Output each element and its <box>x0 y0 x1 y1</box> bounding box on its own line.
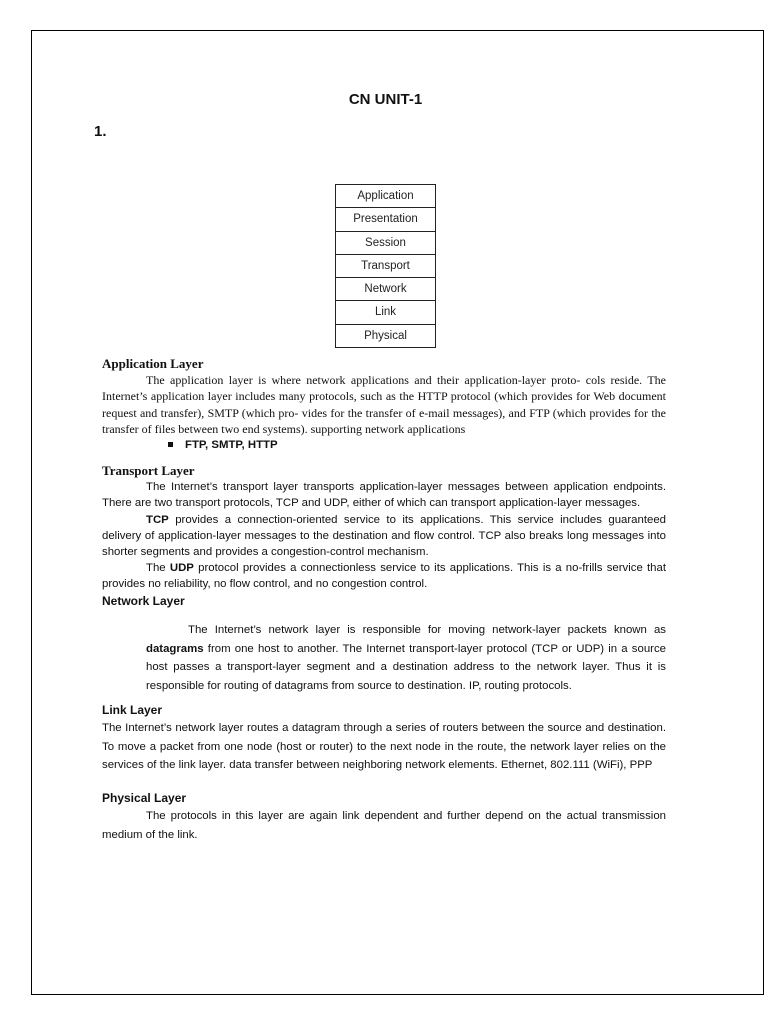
section-application <box>102 356 666 453</box>
section-heading-network: Network Layer <box>102 593 185 608</box>
section-heading: Transport Layer <box>102 463 195 478</box>
bullet-text: FTP, SMTP, HTTP <box>185 439 278 452</box>
question-number: 1. <box>94 123 107 140</box>
section-heading: Physical Layer <box>102 791 187 805</box>
section-paragraph: The Internet’s network layer routes a datagram through a series of routers between the source and destination. To move a packet from one node (host or router) to the next node in the route, the network layer relies on the services of the link layer. data transfer between neighboring network elements. Ethernet, 802.111 (WiFi), PPP <box>102 722 666 772</box>
bold-term: TCP <box>146 513 169 526</box>
osi-layer-stack <box>335 184 436 348</box>
bold-term: UDP <box>169 562 194 575</box>
section-paragraph <box>146 621 666 695</box>
section-paragraph: The application layer is where network applications and their application-layer proto- cols reside. The Internet’s application layer includes many protocols, such as the HTTP protocol (which provides for Web document request and transfer), SMTP (which pro- vides for the transfer of e-mail messages), and FTP (which provides for the transfer of files between two end systems). supporting network applications <box>102 373 666 436</box>
stack-layer-session: Session <box>335 232 436 255</box>
paragraph-text: protocol provides a connectionless service to its applications. This is a no-frills service that provides no reliability, no flow control, and no congestion control. <box>102 562 666 591</box>
stack-layer-presentation: Presentation <box>335 208 436 231</box>
paragraph-text: provides a connection-oriented service to its applications. This service includes guaranteed delivery of application-layer messages to the destination and flow control. TCP also breaks long messages into shorter segments and provides a congestion-control mechanism. <box>102 513 666 559</box>
paragraph-text: from one host to another. The Internet transport-layer protocol (TCP or UDP) in a source host passes a transport-layer segment and a destination address to the network layer. Thus it is responsible for routing of datagrams from source to destination. IP, routing protocols. <box>146 642 666 692</box>
bullet-square-icon <box>168 442 173 447</box>
stack-layer-application: Application <box>335 184 436 208</box>
page-frame <box>31 30 764 995</box>
section-network <box>146 621 666 695</box>
section-heading: Link Layer <box>102 703 163 717</box>
section-paragraph-tcp <box>102 512 666 561</box>
bold-term: datagrams <box>146 642 204 655</box>
stack-layer-link: Link <box>335 301 436 324</box>
stack-layer-physical: Physical <box>335 325 436 348</box>
section-transport <box>102 463 666 609</box>
stack-layer-network: Network <box>335 278 436 301</box>
paragraph-text: The <box>146 562 170 575</box>
page-title: CN UNIT-1 <box>348 91 423 108</box>
paragraph-text: The Internet’s network layer is responsible for moving network-layer packets known as <box>188 624 666 636</box>
stack-layer-transport: Transport <box>335 255 436 278</box>
section-link <box>102 701 666 775</box>
section-physical <box>102 789 666 844</box>
protocol-bullet <box>168 437 666 453</box>
section-heading: Application Layer <box>102 356 204 371</box>
section-paragraph: The Internet’s transport layer transports application-layer messages between application endpoints. There are two transport protocols, TCP and UDP, either of which can transport application-layer messages. <box>102 481 666 510</box>
section-paragraph-udp <box>102 560 666 592</box>
section-paragraph: The protocols in this layer are again link dependent and further depend on the actual transmission medium of the link. <box>102 810 666 841</box>
